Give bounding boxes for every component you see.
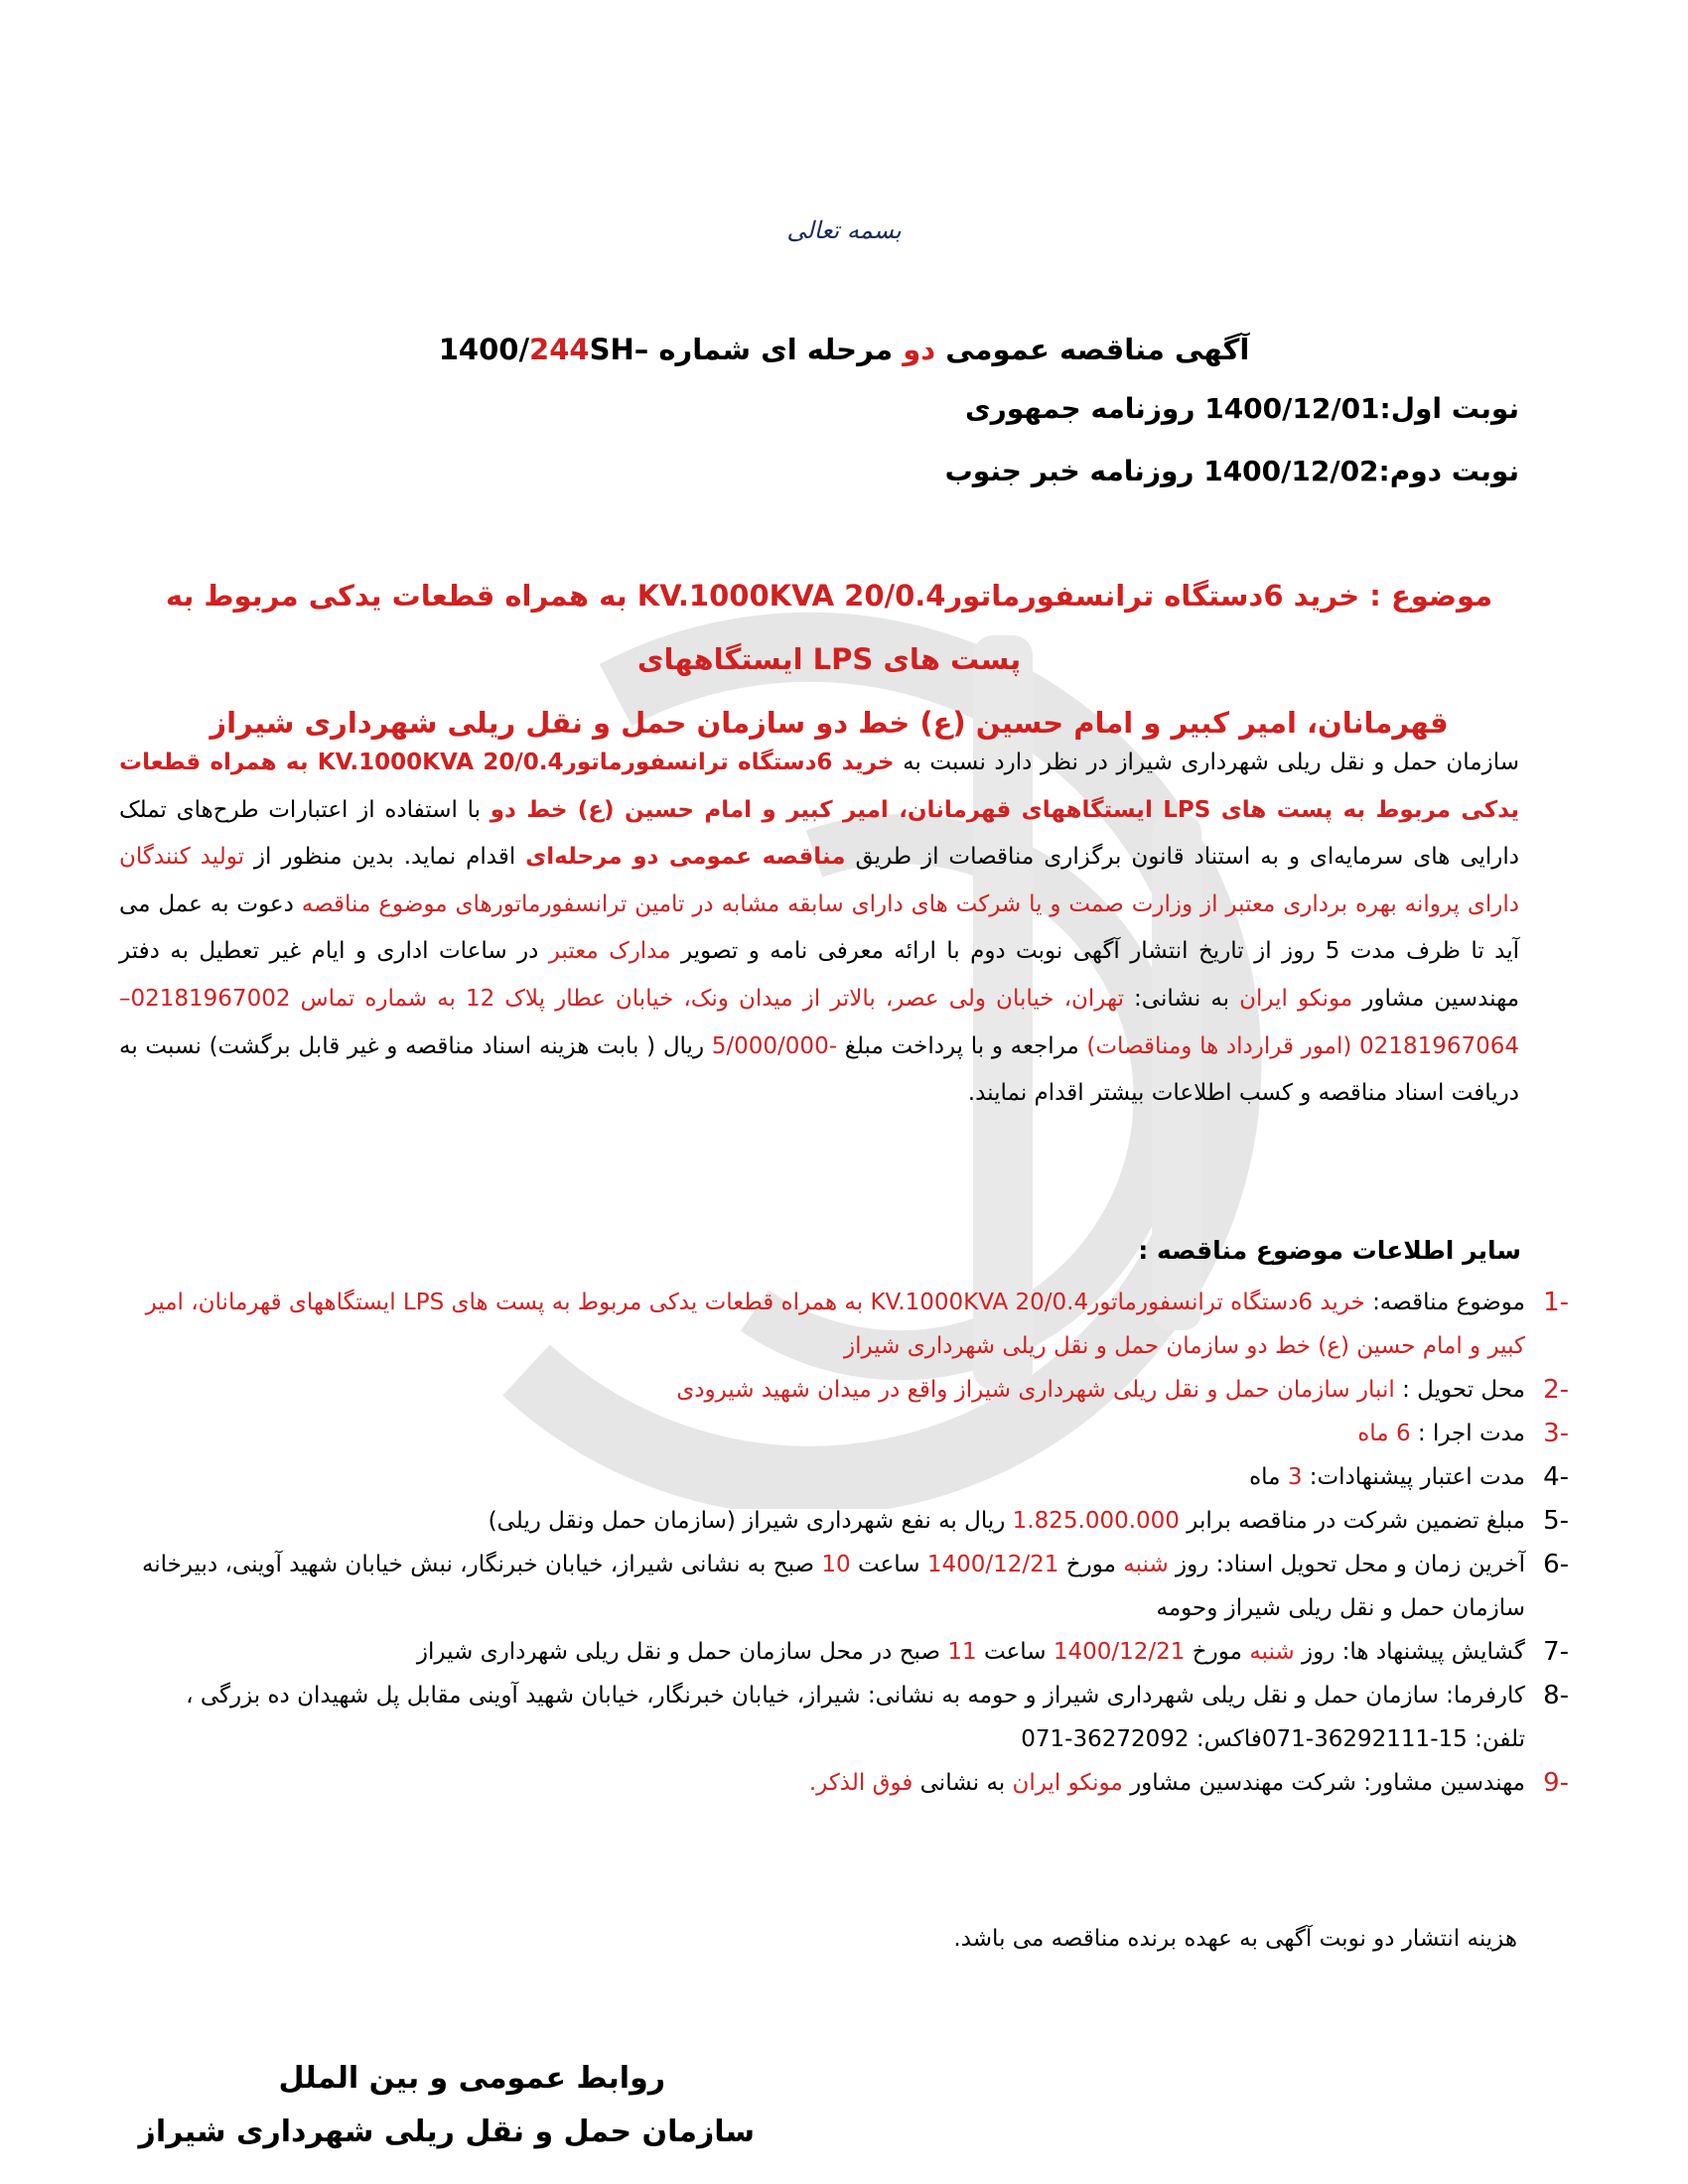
item-label: موضوع مناقصه: (1372, 1290, 1525, 1315)
item-rest: ریال به نفع شهرداری شیراز (سازمان حمل ونقل ریلی) (488, 1508, 1006, 1534)
item-phone: تلفن: 15-36292111-071فاکس: 36272092-071 (1021, 1726, 1525, 1752)
list-item (119, 1281, 1569, 1368)
list-item (119, 1543, 1569, 1630)
subject-block (139, 564, 1519, 754)
item-hour: 11 (947, 1639, 977, 1665)
item-tail: فوق الذکر. (808, 1770, 914, 1796)
item-text: گشایش پیشنهاد ها: روز (1302, 1639, 1525, 1665)
body-s15: ریال ( بابت هزینه اسناد مناقصه و غیر قابل برگشت) نسبت به دریافت اسناد مناقصه و کسب اطلاعات بیشتر اقدام نمایند. (119, 1032, 1519, 1107)
item-text: کارفرما: سازمان حمل و نقل ریلی شهرداری شیراز و حومه به نشانی: شیراز، خیابان خبرنگار، خیابان شهید آوینی مقابل پل شهیدان ده بزرگی ، (186, 1683, 1525, 1708)
item-number: -9 (1543, 1768, 1569, 1798)
title-code (439, 333, 649, 366)
body-s11: به نشانی: (1134, 985, 1230, 1012)
item-number: -1 (1543, 1288, 1569, 1317)
details-list (119, 1281, 1569, 1805)
item-value: خرید 6دستگاه ترانسفورماتور20/0.4 KV.1000KVA به همراه قطعات یدکی مربوط به پست های LPS ایستگاههای قهرمانان، امیر کبیر و امام حسین (ع) خط دو سازمان حمل و نقل ریلی شهرداری شیراز (145, 1290, 1525, 1359)
title-code-sh: SH– (589, 333, 649, 366)
item-value: 6 ماه (1357, 1421, 1411, 1446)
item-company: مونکو ایران (1012, 1770, 1123, 1796)
body-s3: با استفاده از اعتبارات طرح‌های تملک دارایی های سرمایه‌ای و به استناد قانون برگزاری مناقصات از طریق (119, 796, 1520, 871)
list-item (119, 1499, 1569, 1543)
notice-title (0, 333, 1688, 366)
body-s5: اقدام نماید. بدین منظور از (253, 844, 516, 871)
body-s8: مدارک معتبر (548, 938, 671, 965)
item-text: مورخ (1065, 1552, 1116, 1577)
item-number: -7 (1543, 1637, 1569, 1667)
title-mid: مرحله ای شماره (658, 333, 894, 366)
signature-line-1: روابط عمومی و بین الملل (278, 2061, 665, 2096)
title-pre: آگهی مناقصه عمومی (945, 333, 1250, 366)
body-s9: در ساعات اداری و ایام غیر تعطیل به دفتر مهندسین مشاور (119, 938, 1520, 1012)
item-number: -4 (1543, 1462, 1569, 1492)
list-item (119, 1674, 1569, 1761)
item-text: صبح در محل سازمان حمل و نقل ریلی شهرداری شیراز (416, 1639, 941, 1665)
list-item (119, 1412, 1569, 1455)
item-number: -2 (1543, 1375, 1569, 1405)
body-s4: مناقصه عمومی دو مرحله‌ای (525, 844, 846, 871)
title-red-word: دو (903, 333, 936, 366)
section-title: سایر اطلاعات موضوع مناقصه : (1138, 1236, 1521, 1265)
body-s12: تهران، خیابان ولی عصر، بالاتر از میدان ونک، خیابان عطار پلاک 12 به شماره تماس 02181967002–02181967064 (امور قرارداد ها ومناقصات) (119, 985, 1520, 1059)
item-value: 1.825.000.000 (1012, 1508, 1180, 1534)
item-number: -5 (1543, 1506, 1569, 1536)
item-number: -3 (1543, 1419, 1569, 1448)
body-s1: سازمان حمل و نقل ریلی شهرداری شیراز در نظر دارد نسبت به (903, 750, 1519, 775)
round-2: نوبت دوم:1400/12/02 روزنامه خبر جنوب (944, 455, 1519, 487)
body-s10: مونکو ایران (1239, 985, 1353, 1012)
list-item (119, 1761, 1569, 1805)
subject-line-2: قهرمانان، امیر کبیر و امام حسین (ع) خط دو سازمان حمل و نقل ریلی شهرداری شیراز (210, 706, 1449, 740)
item-value: 3 (1287, 1464, 1303, 1490)
item-number: -6 (1543, 1550, 1569, 1579)
basmala-calligraphy: بسمه تعالی (786, 216, 902, 244)
body-paragraph (119, 740, 1519, 1118)
body-s2: خرید 6دستگاه ترانسفورماتور20/0.4 KV.1000KVA به همراه قطعات یدکی مربوط به پست های LPS ایستگاههای قهرمانان، امیر کبیر و امام حسین (ع) خط دو (119, 750, 1519, 823)
round-1: نوبت اول:1400/12/01 روزنامه جمهوری (964, 392, 1519, 425)
item-text: ساعت (983, 1639, 1047, 1665)
item-label: مبلغ تضمین شرکت در مناقصه برابر (1187, 1508, 1525, 1534)
title-code-year: 1400/ (438, 333, 530, 366)
title-code-num: 244 (529, 333, 590, 366)
item-day: شنبه (1123, 1552, 1169, 1577)
item-date: 1400/12/21 (1053, 1639, 1186, 1665)
item-day: شنبه (1249, 1639, 1295, 1665)
item-unit: ماه (1249, 1464, 1281, 1490)
list-item (119, 1455, 1569, 1499)
item-date: 1400/12/21 (926, 1552, 1059, 1577)
item-text: صبح به نشانی شیراز، خیابان خبرنگار، نبش خیابان شهید آوینی، دبیرخانه سازمان حمل و نقل ریلی شیراز وحومه (141, 1552, 1525, 1621)
list-item (119, 1630, 1569, 1674)
item-text: مورخ (1192, 1639, 1242, 1665)
body-s7: دعوت به عمل می آید تا ظرف مدت 5 روز از تاریخ انتشار آگهی نوبت دوم با ارائه معرفی نامه و تصویر (119, 890, 1520, 965)
body-s6: تولید کنندگان دارای پروانه بهره برداری معتبر از وزارت صمت و یا شرکت های دارای سابقه مشابه در تامین ترانسفورماتورهای موضوع مناقصه (119, 844, 1519, 917)
item-text: به نشانی (919, 1770, 1006, 1796)
item-label: محل تحویل : (1402, 1377, 1525, 1403)
item-number: -8 (1543, 1681, 1569, 1710)
signature-line-2: سازمان حمل و نقل ریلی شهرداری شیراز (138, 2115, 755, 2149)
item-text: آخرین زمان و محل تحویل اسناد: روز (1176, 1552, 1525, 1577)
item-text: مهندسین مشاور: شرکت مهندسین مشاور (1130, 1770, 1525, 1796)
item-text: ساعت (857, 1552, 920, 1577)
item-hour: 10 (821, 1552, 851, 1577)
item-label: مدت اجرا : (1417, 1421, 1525, 1446)
body-s14: 5/000/000- (711, 1032, 837, 1059)
item-label: مدت اعتبار پیشنهادات: (1309, 1464, 1525, 1490)
body-s13: مراجعه و با پرداخت مبلغ (844, 1032, 1079, 1059)
item-value: انبار سازمان حمل و نقل ریلی شهرداری شیراز واقع در میدان شهید شیرودی (676, 1377, 1395, 1403)
cost-note: هزینه انتشار دو نوبت آگهی به عهده برنده مناقصه می باشد. (953, 1926, 1517, 1952)
list-item (119, 1368, 1569, 1412)
subject-line-1: موضوع : خرید 6دستگاه ترانسفورماتور20/0.4 KV.1000KVA به همراه قطعات یدکی مربوط به پست های LPS ایستگاههای (165, 579, 1493, 676)
